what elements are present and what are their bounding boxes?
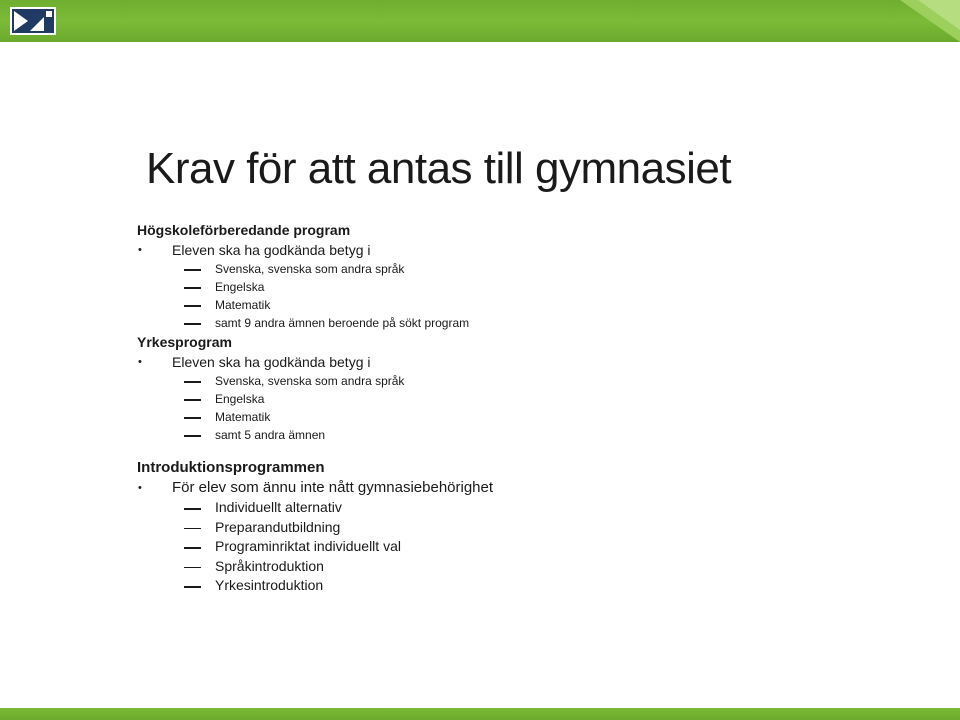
section-heading: Yrkesprogram (137, 334, 232, 350)
top-accent-band (0, 0, 960, 42)
bullet-text: Eleven ska ha godkända betyg i (172, 242, 371, 258)
sub-item-text: samt 5 andra ämnen (215, 428, 326, 442)
dash-icon (184, 381, 201, 383)
sub-item-text: Svenska, svenska som andra språk (215, 374, 405, 388)
bullet-item (137, 240, 917, 260)
dash-icon (184, 508, 201, 510)
dash-icon (184, 528, 201, 530)
dash-icon (184, 269, 201, 271)
sub-item (137, 260, 917, 278)
dash-icon (184, 567, 201, 569)
dash-icon (184, 399, 201, 401)
sub-item-text: Svenska, svenska som andra språk (215, 262, 405, 276)
bullet-item (137, 478, 917, 498)
sub-item (137, 390, 917, 408)
sub-item (137, 372, 917, 390)
sub-item (137, 296, 917, 314)
dash-icon (184, 435, 201, 437)
slide-title: Krav för att antas till gymnasiet (146, 144, 732, 193)
sub-item (137, 576, 917, 596)
bullet-item (137, 352, 917, 372)
sub-item (137, 557, 917, 577)
section-heading: Introduktionsprogrammen (137, 459, 325, 476)
bullet-text: Eleven ska ha godkända betyg i (172, 354, 371, 370)
spacer (137, 444, 917, 458)
sub-item-text: samt 9 andra ämnen beroende på sökt program (215, 316, 470, 330)
sub-item (137, 314, 917, 332)
section-introduktionsprogrammen (137, 458, 917, 596)
slide-content (137, 220, 917, 596)
sub-item-text: Yrkesintroduktion (215, 577, 324, 593)
bullet-dot-icon: • (138, 482, 142, 494)
bullet-text: För elev som ännu inte nått gymnasiebehörighet (172, 479, 494, 496)
bottom-accent-band (0, 708, 960, 720)
sub-item-text: Preparandutbildning (215, 518, 341, 535)
dash-icon (184, 586, 201, 588)
sub-item (137, 408, 917, 426)
sub-item (137, 518, 917, 538)
sub-item (137, 278, 917, 296)
sub-list (137, 260, 917, 332)
sub-item-text: Programinriktat individuellt val (215, 538, 401, 554)
dash-icon (184, 547, 201, 549)
section-yrkesprogram (137, 332, 917, 444)
sub-item (137, 426, 917, 444)
sub-item (137, 498, 917, 518)
sub-item-text: Engelska (215, 280, 265, 294)
section-hogskoleforberedande (137, 220, 917, 332)
sub-list (137, 372, 917, 444)
sub-item-text: Individuellt alternativ (215, 499, 342, 515)
sub-list (137, 498, 917, 596)
section-heading: Högskoleförberedande program (137, 222, 351, 238)
dash-icon (184, 305, 201, 307)
dash-icon (184, 287, 201, 289)
sub-item-text: Engelska (215, 392, 265, 406)
kommun-logo-icon (10, 7, 56, 35)
sub-item-text: Matematik (215, 298, 271, 312)
dash-icon (184, 323, 201, 325)
bullet-dot-icon: • (138, 356, 142, 368)
sub-item-text: Språkintroduktion (215, 557, 324, 574)
sub-item (137, 537, 917, 557)
sub-item-text: Matematik (215, 410, 271, 424)
bullet-dot-icon: • (138, 244, 142, 256)
corner-decoration-icon (900, 0, 960, 42)
dash-icon (184, 417, 201, 419)
